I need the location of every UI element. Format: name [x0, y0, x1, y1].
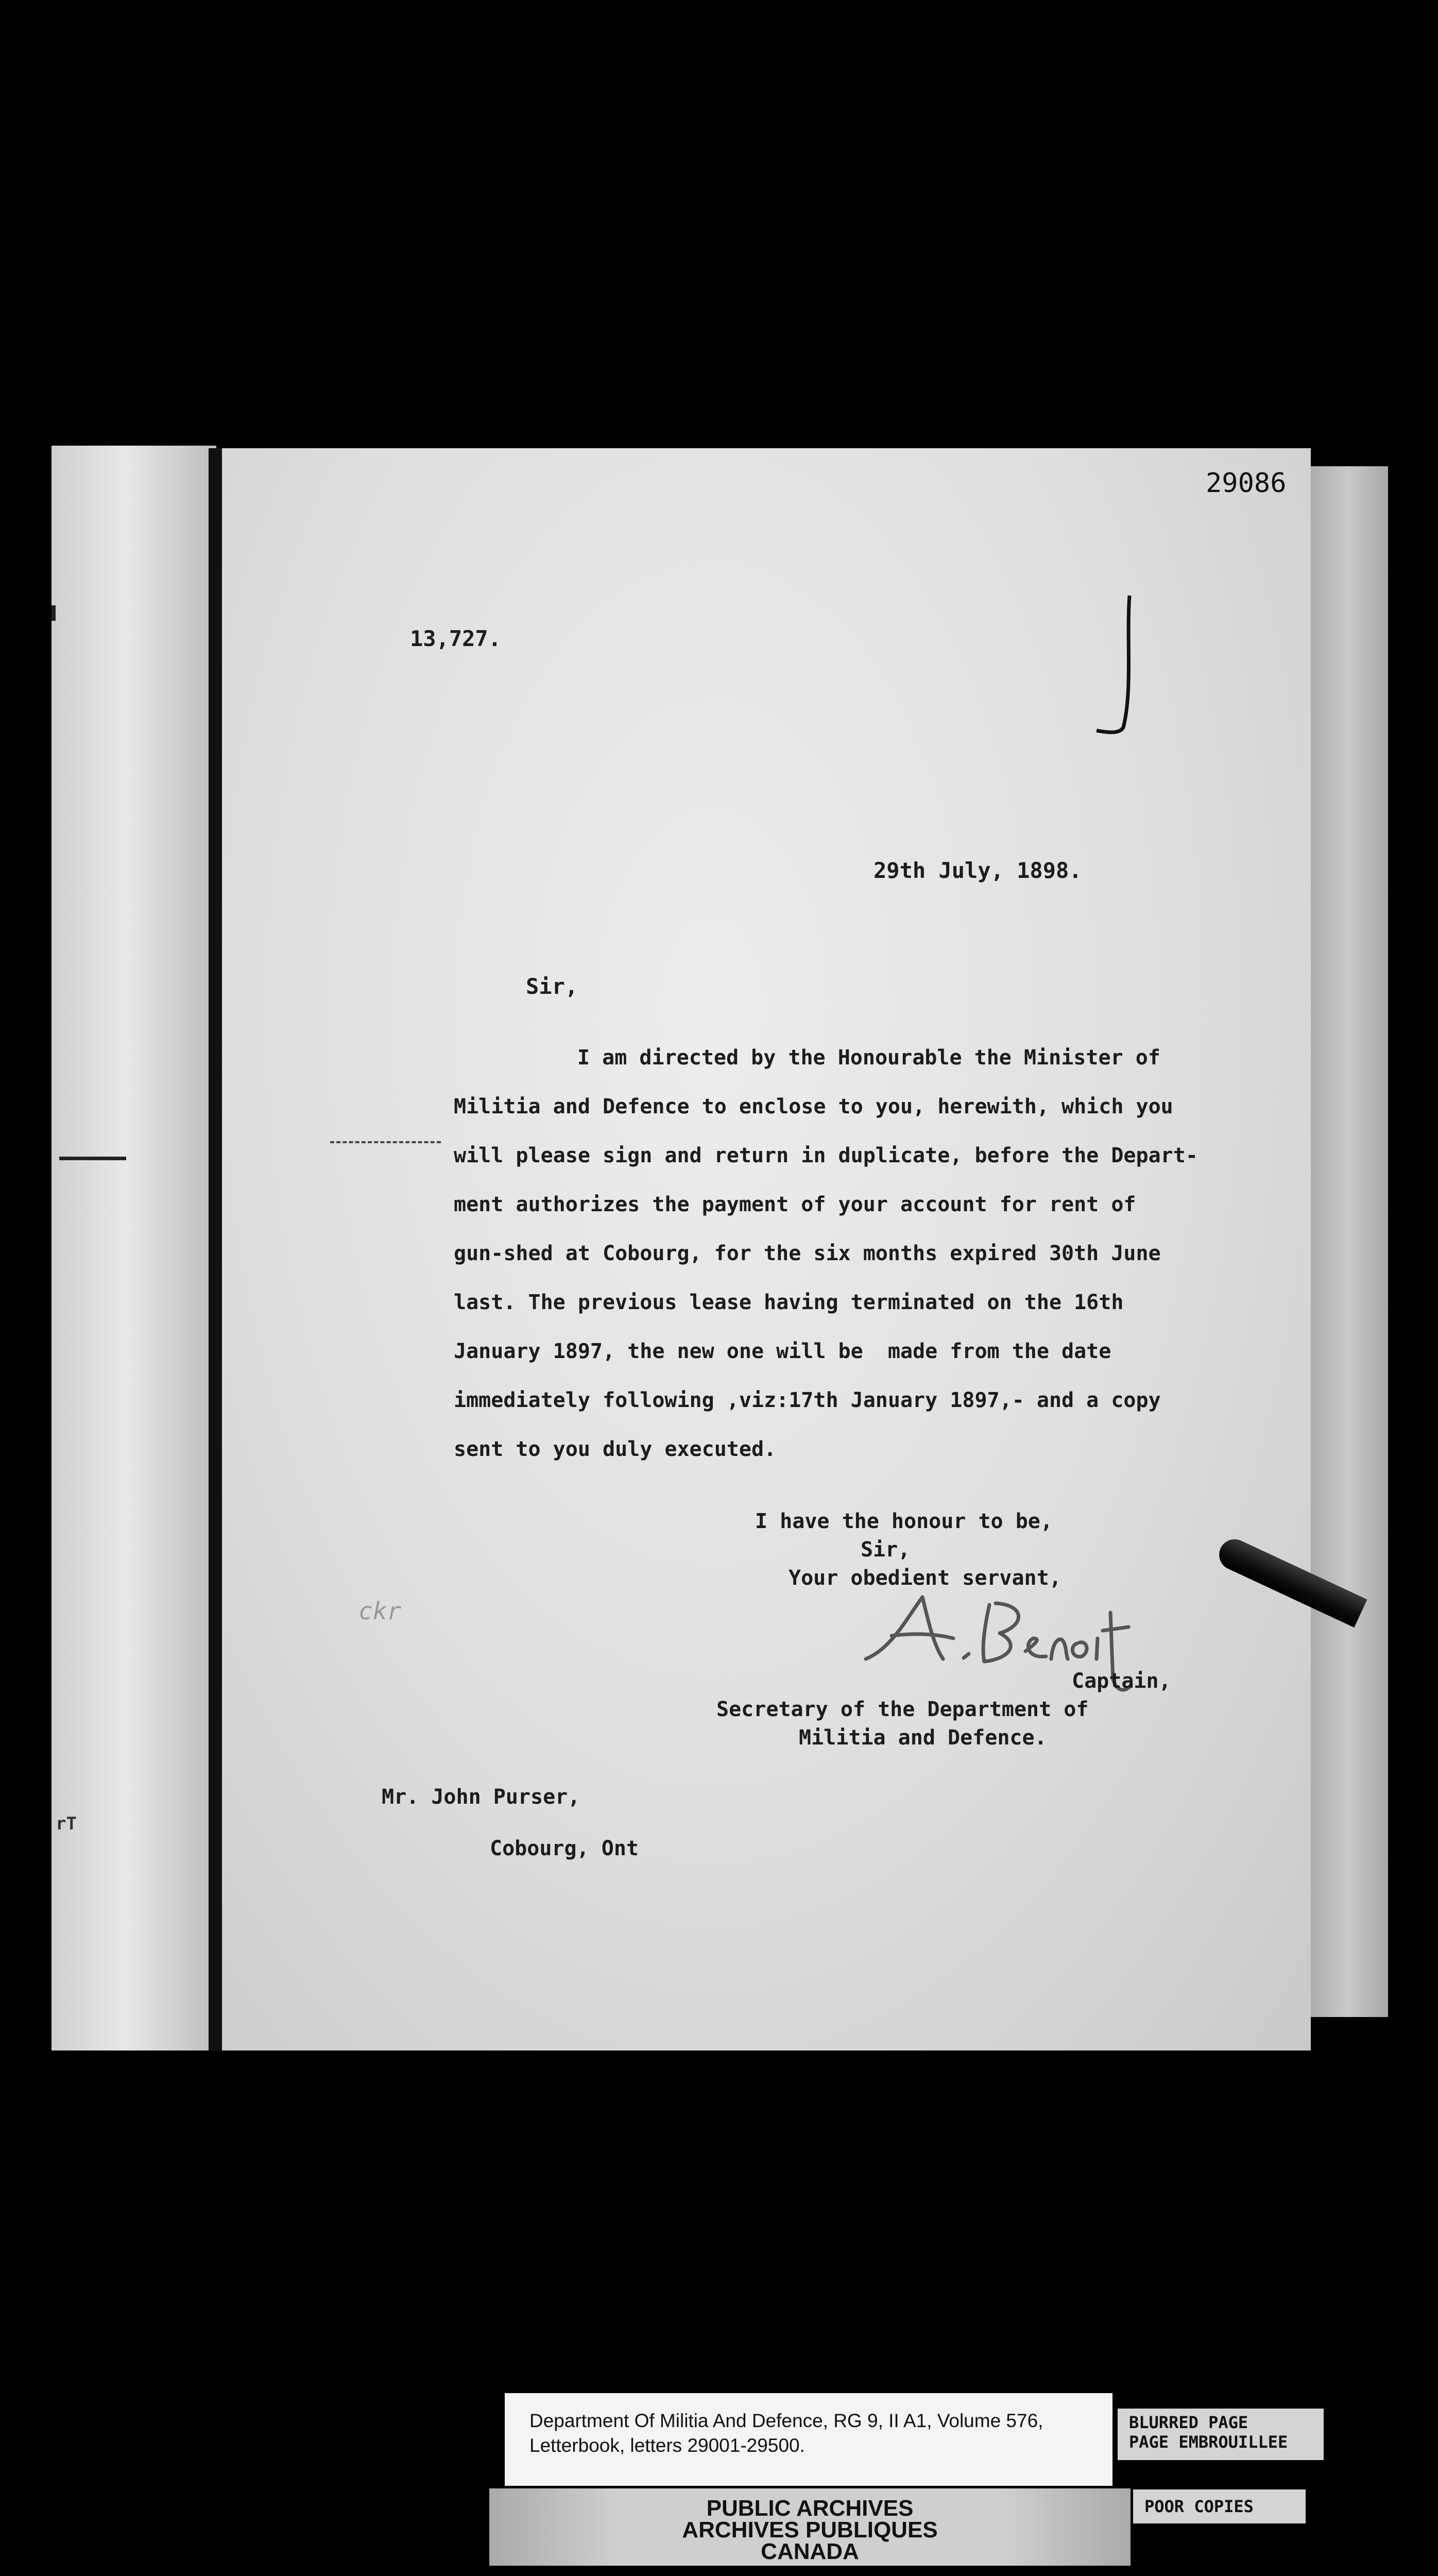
salutation: Sir, — [526, 974, 578, 999]
page-number: 29086 — [1206, 468, 1287, 499]
pencil-note: ckr — [358, 1597, 402, 1625]
blurred-page-stamp — [1118, 2409, 1324, 2460]
poor-copies-stamp — [1133, 2489, 1306, 2523]
archive-label-line: Letterbook, letters 29001-29500. — [529, 2435, 805, 2456]
body-line: gun-shed at Cobourg, for the six months expired 30th June — [454, 1242, 1161, 1265]
body-line: immediately following ,viz:17th January 1897,- and a copy — [454, 1388, 1161, 1412]
stamp-text: PAGE EMBROUILLEE — [1129, 2432, 1288, 2452]
archives-stamp-line: PUBLIC ARCHIVES — [706, 2496, 914, 2521]
page-mark — [59, 1157, 126, 1160]
stamp-text: BLURRED PAGE — [1129, 2413, 1248, 2432]
letter-page — [209, 448, 1311, 2050]
recipient-name: Mr. John Purser, — [382, 1785, 580, 1809]
body-line: January 1897, the new one will be made from the date — [454, 1340, 1111, 1363]
archive-label-line: Department Of Militia And Defence, RG 9, II A1, Volume 576, — [529, 2410, 1043, 2431]
archive-reference-label — [505, 2393, 1112, 2486]
signatory-title: Militia and Defence. — [799, 1726, 1047, 1750]
archives-stamp — [489, 2488, 1131, 2566]
letter-date: 29th July, 1898. — [874, 858, 1082, 883]
facing-page — [52, 446, 216, 2050]
body-line: sent to you duly executed. — [454, 1437, 777, 1461]
body-line: I am directed by the Honourable the Minister of — [577, 1046, 1160, 1070]
facing-page-text: rT — [56, 1814, 77, 1834]
body-line: will please sign and return in duplicate, before the Depart- — [454, 1144, 1198, 1167]
page-mark — [52, 605, 56, 621]
body-line: last. The previous lease having terminated on the 16th — [454, 1291, 1124, 1314]
body-line: ment authorizes the payment of your account for rent of — [454, 1193, 1136, 1216]
signatory-title: Secretary of the Department of — [716, 1698, 1089, 1721]
archives-stamp-line: CANADA — [761, 2539, 859, 2564]
body-line: Militia and Defence to enclose to you, herewith, which you — [454, 1095, 1173, 1118]
reference-number: 13,727. — [410, 626, 502, 651]
margin-dash — [330, 1141, 441, 1143]
closing-line: I have the honour to be, — [755, 1510, 1053, 1533]
recipient-place: Cobourg, Ont — [490, 1837, 639, 1860]
archives-stamp-line: ARCHIVES PUBLIQUES — [682, 2517, 938, 2543]
signatory-rank: Captain, — [1072, 1669, 1171, 1693]
closing-line: Sir, — [861, 1538, 911, 1562]
check-mark-icon — [1092, 592, 1139, 742]
closing-line: Your obedient servant, — [789, 1566, 1062, 1590]
stamp-text: POOR COPIES — [1144, 2497, 1254, 2516]
